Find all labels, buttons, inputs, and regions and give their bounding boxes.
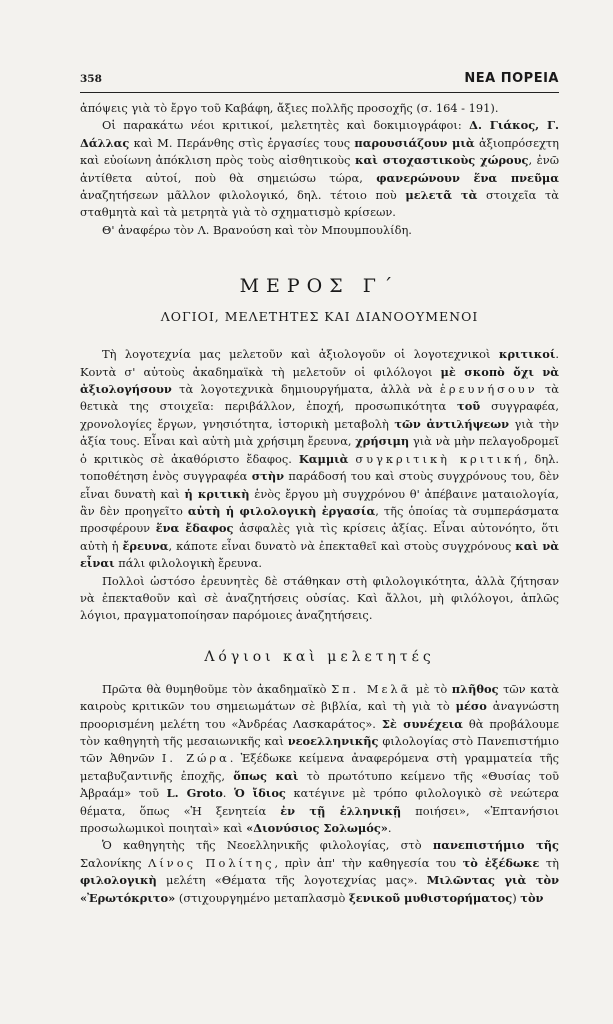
- body-paragraph-4: Ὁ καθηγητὴς τῆς Νεοελληνικῆς φιλολογίας, στὸ πανεπιστήμιο τῆς Σαλονίκης Λίνος Πολίτης, πρὶν ἀπ' τὴν καθηγεσία του τὸ ἐξέδωκε τὴ φιλολογικὴ μελέτη «Θέματα τῆς λογοτεχνίας μας». Μιλῶντας γιὰ τὸν «Ἐρωτόκριτο» (στιχουργημένο μεταπλασμὸ ξενικοῦ μυθιστορήματος) τὸν: [80, 838, 559, 905]
- page-content: [80, 100, 559, 907]
- header-rule: [80, 92, 559, 93]
- body-paragraph-2: Πολλοὶ ὡστόσο ἐρευνητὲς δὲ στάθηκαν στὴ φιλολογικότητα, ἀλλὰ ζήτησαν νὰ ἐπεκταθοῦν καὶ σὲ ἀναζητήσεις οὐσίας. Καὶ ἄλλοι, μὴ φιλόλογοι, ἁπλῶς λόγιοι, πραγματοποίησαν παρόμοιες ἀναζητήσεις.: [80, 573, 559, 623]
- page-number: 358: [80, 73, 102, 85]
- running-title: ΝΕΑ ΠΟΡΕΙΑ: [464, 71, 559, 86]
- body-paragraph-3: Πρῶτα θὰ θυμηθοῦμε τὸν ἀκαδημαϊκὸ Σπ. Μελᾶ μὲ τὸ πλῆθος τῶν κατὰ καιροὺς κριτικῶν του σημειωμάτων σὲ βιβλία, καὶ τὴ γιὰ τὸ μέσο ἀναγνώστη προορισμένη μελέτη του «Ἀνδρέας Λασκαράτος». Σὲ συνέχεια θὰ προβάλουμε τὸν καθηγητὴ τῆς μεσαιωνικῆς καὶ νεοελληνικῆς φιλολογίας στὸ Πανεπιστήμιο τῶν Ἀθηνῶν Ι. Ζώρα. Ἐξέδωκε κείμενα ἀναφερόμενα στὴ γραμματεία τῆς μεταβυζαντινῆς ἐποχῆς, ὅπως καὶ τὸ πρωτότυπο κείμενο τῆς «Θυσίας τοῦ Ἀβραάμ» τοῦ L. Groto. Ὁ ἴδιος κατέγινε μὲ τρόπο φιλολογικὸ σὲ νεώτερα θέματα, ὅπως «Ἡ ξενητεία ἐν τῇ ἑλληνικῇ ποιήσει», «Ἑπτανήσιοι προσωλωμικοὶ ποιηταὶ» καὶ «Διονύσιος Σολωμός».: [80, 681, 559, 835]
- part-title: ΜΕΡΟΣ Γ΄: [239, 275, 400, 298]
- intro-line: ἀπόψεις γιὰ τὸ ἔργο τοῦ Καβάφη, ἄξιες πολλῆς προσοχῆς (σ. 164 - 191).: [80, 101, 499, 115]
- page-header: [80, 71, 559, 87]
- intro-paragraph-mention: Θ' ἀναφέρω τὸν Λ. Βρανούση καὶ τὸν Μπουμπουλίδη.: [102, 222, 412, 237]
- intro-paragraph-critics: Οἱ παρακάτω νέοι κριτικοί, μελετητὲς καὶ δοκιμιογράφοι: Δ. Γιάκος, Γ. Δάλλας καὶ Μ. Περάνθης στὶς ἐργασίες τους παρουσιάζουν μιὰ ἀξιοπρόσεχτη καὶ εὐοίωνη ἀπόκλιση πρὸς τοὺς αἰσθητικοὺς καὶ στοχαστικοὺς χώρους, ἐνῶ ἀντίθετα αὐτοί, ποὺ θὰ σημειώσω τώρα, φανερώνουν ἕνα πνεῦμα ἀναζητήσεων μᾶλλον φιλολογικό, δηλ. τέτοιο ποὺ μελετᾶ τὰ στοιχεῖα τὰ σταθμητὰ καὶ τὰ μετρητὰ γιὰ τὸ σχηματισμὸ κρίσεων.: [80, 118, 559, 220]
- section-title: ΛΟΓΙΟΙ, ΜΕΛΕΤΗΤΕΣ ΚΑΙ ΔΙΑΝΟΟΥΜΕΝΟΙ: [160, 309, 479, 325]
- subheading: Λόγιοι καὶ μελετητές: [204, 648, 435, 665]
- body-paragraph-1: Τὴ λογοτεχνία μας μελετοῦν καὶ ἀξιολογοῦν οἱ λογοτεχνικοὶ κριτικοί. Κοντὰ σ' αὐτοὺς ἀκαδημαϊκὰ τὴ μελετοῦν οἱ φιλόλογοι μὲ σκοπὸ ὄχι νὰ ἀξιολογήσουν τὰ λογοτεχνικὰ δημιουργήματα, ἀλλὰ νὰ ἐρευνήσουν τὰ θετικὰ της στοιχεῖα: περιβάλλον, ἐποχή, προσωπικότητα τοῦ συγγραφέα, χρονολογίες ἔργων, γνησιότητα, ἱστορικὴ μεταβολὴ τῶν ἀντιλήψεων γιὰ τὴν ἀξία τους. Εἶναι καὶ αὐτὴ μιὰ χρήσιμη ἔρευνα, χρήσιμη γιὰ νὰ μὴν πελαγοδρομεῖ ὁ κριτικὸς σὲ ἀκαθόριστο ἔδαφος. Καμμιὰ συγκριτικὴ κριτική, δηλ. τοποθέτηση ἑνὸς συγγραφέα στὴν παράδοσή του καὶ στοὺς συγχρόνους του, δὲν εἶναι δυνατὴ καὶ ἡ κριτικὴ ἑνὸς ἔργου μὴ συγχρόνου θ' ἀπέβαινε ματαιολογία, ἂν δὲν προηγεῖτο αὐτὴ ἡ φιλολογικὴ ἐργασία, τῆς ὁποίας τὰ συμπεράσματα προσφέρουν ἕνα ἔδαφος ἀσφαλὲς γιὰ τὶς κρίσεις ἀξίας. Εἶναι αὐτονόητο, ὅτι αὐτὴ ἡ ἔρευνα, κάποτε εἶναι δυνατὸ νὰ ἐπεκταθεῖ καὶ στοὺς συγχρόνους καὶ νὰ εἶναι πάλι φιλολογικὴ ἔρευνα.: [80, 347, 560, 571]
